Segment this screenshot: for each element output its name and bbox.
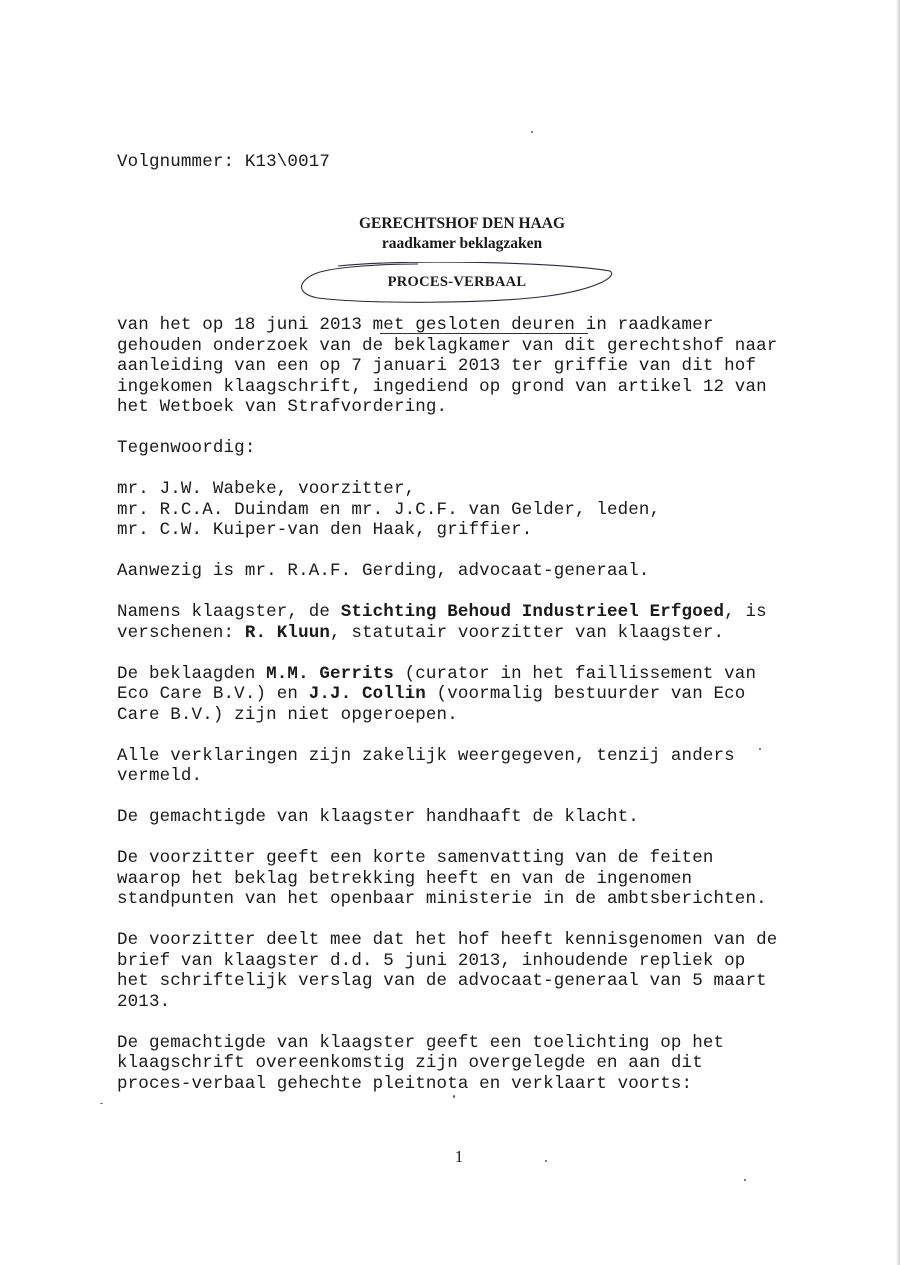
paragraph-statements: Alle verklaringen zijn zakelijk weergegeven, tenzij anders vermeld. — [117, 745, 735, 786]
court-chamber: raadkamer beklagzaken — [381, 235, 543, 252]
text-segment: , is verschenen: — [117, 602, 767, 643]
paragraph-summary: De voorzitter geeft een korte samenvatting van de feiten waarop het beklag betrekking heeft en van de ingenomen standpunten van het openbaar ministerie in de ambtsberichten. — [117, 848, 767, 909]
paragraph-complainant — [117, 602, 817, 643]
paragraph-judges: mr. J.W. Wabeke, voorzitter, mr. R.C.A. Duindam en mr. J.C.F. van Gelder, leden, mr. C.W. Kuiper-van den Haak, griffier. — [117, 479, 661, 540]
page-number: 1 — [454, 1147, 464, 1166]
representative-name: R. Kluun — [244, 622, 331, 643]
court-name: GERECHTSHOF DEN HAAG — [358, 215, 566, 232]
paragraph-complaint-maintained: De gemachtigde van klaagster handhaaft de klacht. — [117, 807, 639, 827]
paragraph-defendants — [117, 664, 817, 726]
scan-speck — [759, 748, 761, 750]
paragraph-letter: De voorzitter deelt mee dat het hof heeft kennisgenomen van de brief van klaagster d.d. 5 juni 2013, inhoudende repliek op het schriftelijk verslag van de advocaat-generaal van 5 maart 2013. — [117, 930, 778, 1012]
scan-speck — [744, 1179, 746, 1181]
paragraph-intro: van het op 18 juni 2013 met gesloten deuren in raadkamer gehouden onderzoek van de beklagkamer van dit gerechtshof naar aanleiding van een op 7 januari 2013 ter griffie van dit hof ingekomen klaagschrift, ingediend op grond van artikel 12 van het Wetboek van Strafvordering. — [117, 315, 778, 417]
scan-speck — [453, 1095, 455, 1098]
text-segment: (voormalig bestuurder van Eco Care B.V.) zijn niet opgeroepen. — [117, 684, 746, 725]
paragraph-explanation: De gemachtigde van klaagster geeft een toelichting op het klaagschrift overeenkomstig zijn overgelegde en aan dit proces-verbaal gehechte pleitnota en verklaart voorts: — [117, 1032, 725, 1094]
complainant-name: Stichting Behoud Industrieel Erfgoed — [340, 602, 725, 622]
court-header — [262, 214, 662, 254]
scan-edge — [896, 0, 900, 1265]
document-body — [117, 315, 817, 1115]
paragraph-present-heading: Tegenwoordig: — [117, 438, 256, 458]
scan-speck — [100, 1103, 103, 1104]
case-number: Volgnummer: K13\0017 — [117, 152, 331, 172]
defendant-name-1: M.M. Gerrits — [266, 663, 394, 684]
text-segment: Namens klaagster, de — [117, 602, 341, 622]
text-segment: De beklaagden — [117, 663, 267, 684]
paragraph-advocate-general: Aanwezig is mr. R.A.F. Gerding, advocaat-generaal. — [117, 561, 650, 581]
defendant-name-2: J.J. Collin — [308, 684, 426, 704]
scan-speck — [545, 1160, 547, 1162]
text-segment: , statutair voorzitter van klaagster. — [330, 622, 725, 643]
text-segment: (curator in het faillissement van Eco Care B.V.) en — [117, 663, 757, 704]
title-block — [298, 262, 616, 306]
scan-speck — [531, 131, 533, 133]
document-title: PROCES-VERBAAL — [387, 274, 527, 290]
